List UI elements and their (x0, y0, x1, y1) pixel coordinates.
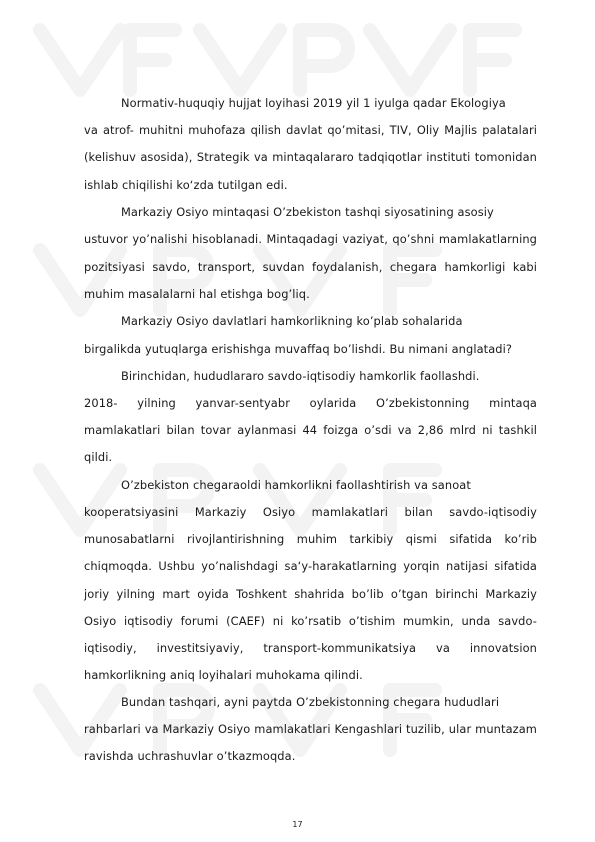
paragraph-5-first-line: O’zbekiston chegaraoldi hamkorlikni faollashtirish va sanoat (121, 477, 471, 492)
paragraph-1-body: va atrof- muhitni muhofaza qilish davlat qo’mitasi, TIV, Oliy Majlis palatalari (kelishuv asosida), Strategik va mintaqalararo tadqiqotlar instituti tomonidan ishlab chiqilishi ko‘zda tutilgan edi. (84, 123, 537, 192)
paragraph-5-body: kooperatsiyasini Markaziy Osiyo mamlakatlari bilan savdo-iqtisodiy munosabatlarni rivojlantirishning muhim tarkibiy qismi sifatida ko’rib chiqmoqda. Ushbu yo’nalishdagi sa‘y-harakatlarning yorqin natijasi sifatida joriy yilning mart oyida Toshkent shahrida bo’lib o’tgan birinchi Markaziy Osiyo iqtisodiy forumi (CAEF) ni ko’rsatib o’tishim mumkin, unda savdo-iqtisodiy, investitsiyaviy, transport-kommunikatsiya va innovatsion hamkorlikning aniq loyihalari muhokama qilindi. (84, 505, 537, 683)
paragraph-4-first-line: Birinchidan, hududlararo savdo-iqtisodiy hamkorlik faollashdi. (121, 368, 480, 383)
paragraph-2-first-line: Markaziy Osiyo mintaqasi O’zbekiston tashqi siyosatining asosiy (121, 205, 494, 220)
paragraph-1-first-line: Normativ-huquqiy hujjat loyihasi 2019 yil 1 iyulga qadar Ekologiya (121, 96, 506, 110)
paragraph-6-body: rahbarlari va Markaziy Osiyo mamlakatlari Kengashlari tuzilib, ular muntazam ravishda uchrashuvlar o’tkazmoqda. (84, 722, 537, 764)
paragraph-4-body: 2018- yilning yanvar-sentyabr oylarida O’zbekistonning mintaqa mamlakatlari bilan tovar aylanmasi 44 foizga o’sdi va 2,86 mlrd ni tashkil qildi. (84, 395, 537, 465)
page-number: 17 (292, 820, 303, 829)
paragraph-6-first-line: Bundan tashqari, ayni paytda O’zbekistonning chegara hududlari (121, 695, 500, 709)
paragraph-3-first-line: Markaziy Osiyo davlatlari hamkorlikning ko’plab sohalarida (121, 314, 463, 329)
paragraph-3-body: birgalikda yutuqlarga erishishga muvaffaq bo’lishdi. Bu nimani anglatadi? (84, 341, 513, 356)
paragraph-2-body: ustuvor yo’nalishi hisoblanadi. Mintaqadagi vaziyat, qo’shni mamlakatlarning pozitsiyasi savdo, transport, suvdan foydalanish, chegara hamkorligi kabi muhim masalalarni hal etishga bog’liq. (84, 232, 537, 301)
